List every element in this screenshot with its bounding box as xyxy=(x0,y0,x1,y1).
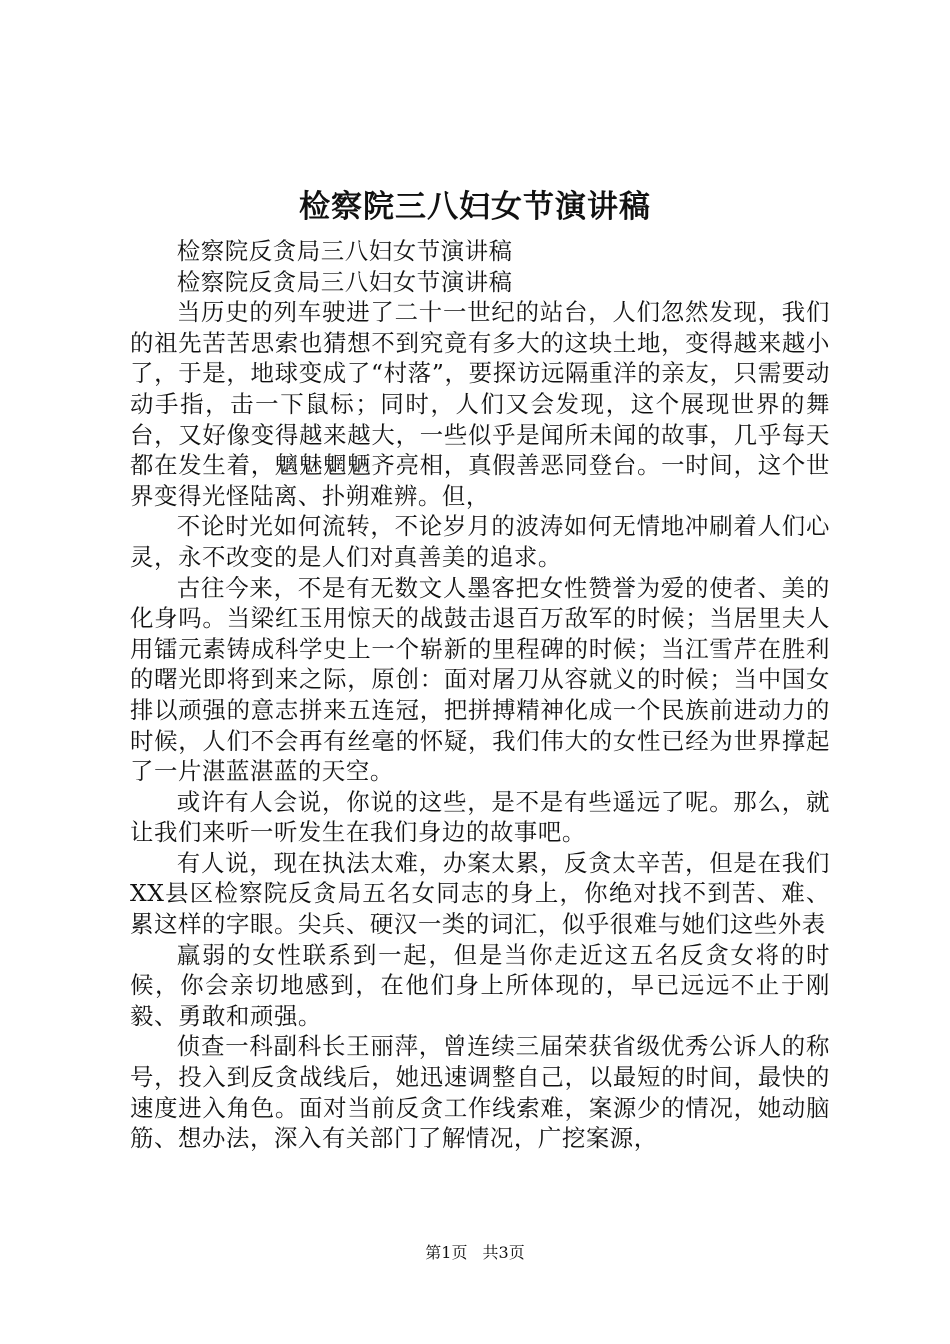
paragraph: 检察院反贪局三八妇女节演讲稿 xyxy=(176,267,513,296)
page-number: 第1页 xyxy=(425,1243,468,1262)
document-title: 检察院三八妇女节演讲稿 xyxy=(299,189,651,225)
paragraph: 或许有人会说，你说的这些，是不是有些遥远了呢。那么，就让我们来听一听发生在我们身边的故事吧。 xyxy=(130,787,830,847)
paragraph: 有人说，现在执法太难，办案太累，反贪太辛苦，但是在我们XX县区检察院反贪局五名女同志的身上，你绝对找不到苦、难、累这样的字眼。尖兵、硬汉一类的词汇，似乎很难与她们这些外表 xyxy=(130,848,830,939)
paragraph: 侦查一科副科长王丽萍，曾连续三届荣获省级优秀公诉人的称号，投入到反贪战线后，她迅速调整自己，以最短的时间，最快的速度进入角色。面对当前反贪工作线索难，案源少的情况，她动脑筋、想办法，深入有关部门了解情况，广挖案源， xyxy=(130,1032,830,1153)
page-footer xyxy=(0,1243,950,1263)
paragraph: 羸弱的女性联系到一起，但是当你走近这五名反贪女将的时候，你会亲切地感到，在他们身上所体现的，早已远远不止于刚毅、勇敢和顽强。 xyxy=(130,940,830,1030)
paragraph: 不论时光如何流转，不论岁月的波涛如何无情地冲刷着人们心灵，永不改变的是人们对真善美的追求。 xyxy=(130,512,830,571)
paragraph: 古往今来，不是有无数文人墨客把女性赞誉为爱的使者、美的化身吗。当梁红玉用惊天的战鼓击退百万敌军的时候；当居里夫人用镭元素铸成科学史上一个崭新的里程碑的时候；当江雪芹在胜利的曙光即将到来之际，原创：面对屠刀从容就义的时候；当中国女排以顽强的意志拼来五连冠，把拼搏精神化成一个民族前进动力的时候，人们不会再有丝毫的怀疑，我们伟大的女性已经为世界撑起了一片湛蓝湛蓝的天空。 xyxy=(130,573,830,786)
page-total: 共3页 xyxy=(482,1243,525,1262)
document-body xyxy=(130,236,830,1154)
paragraph: 当历史的列车驶进了二十一世纪的站台，人们忽然发现，我们的祖先苦苦思索也猜想不到究竟有多大的这块土地，变得越来越小了，于是，地球变成了“村落”，要探访远隔重洋的亲友，只需要动动手指，击一下鼠标；同时，人们又会发现，这个展现世界的舞台，又好像变得越来越大，一些似乎是闻所未闻的故事，几乎每天都在发生着，魑魅魍魉齐亮相，真假善恶同登台。一时间，这个世界变得光怪陆离、扑朔难辨。但， xyxy=(130,298,830,510)
paragraph: 检察院反贪局三八妇女节演讲稿 xyxy=(176,237,513,265)
